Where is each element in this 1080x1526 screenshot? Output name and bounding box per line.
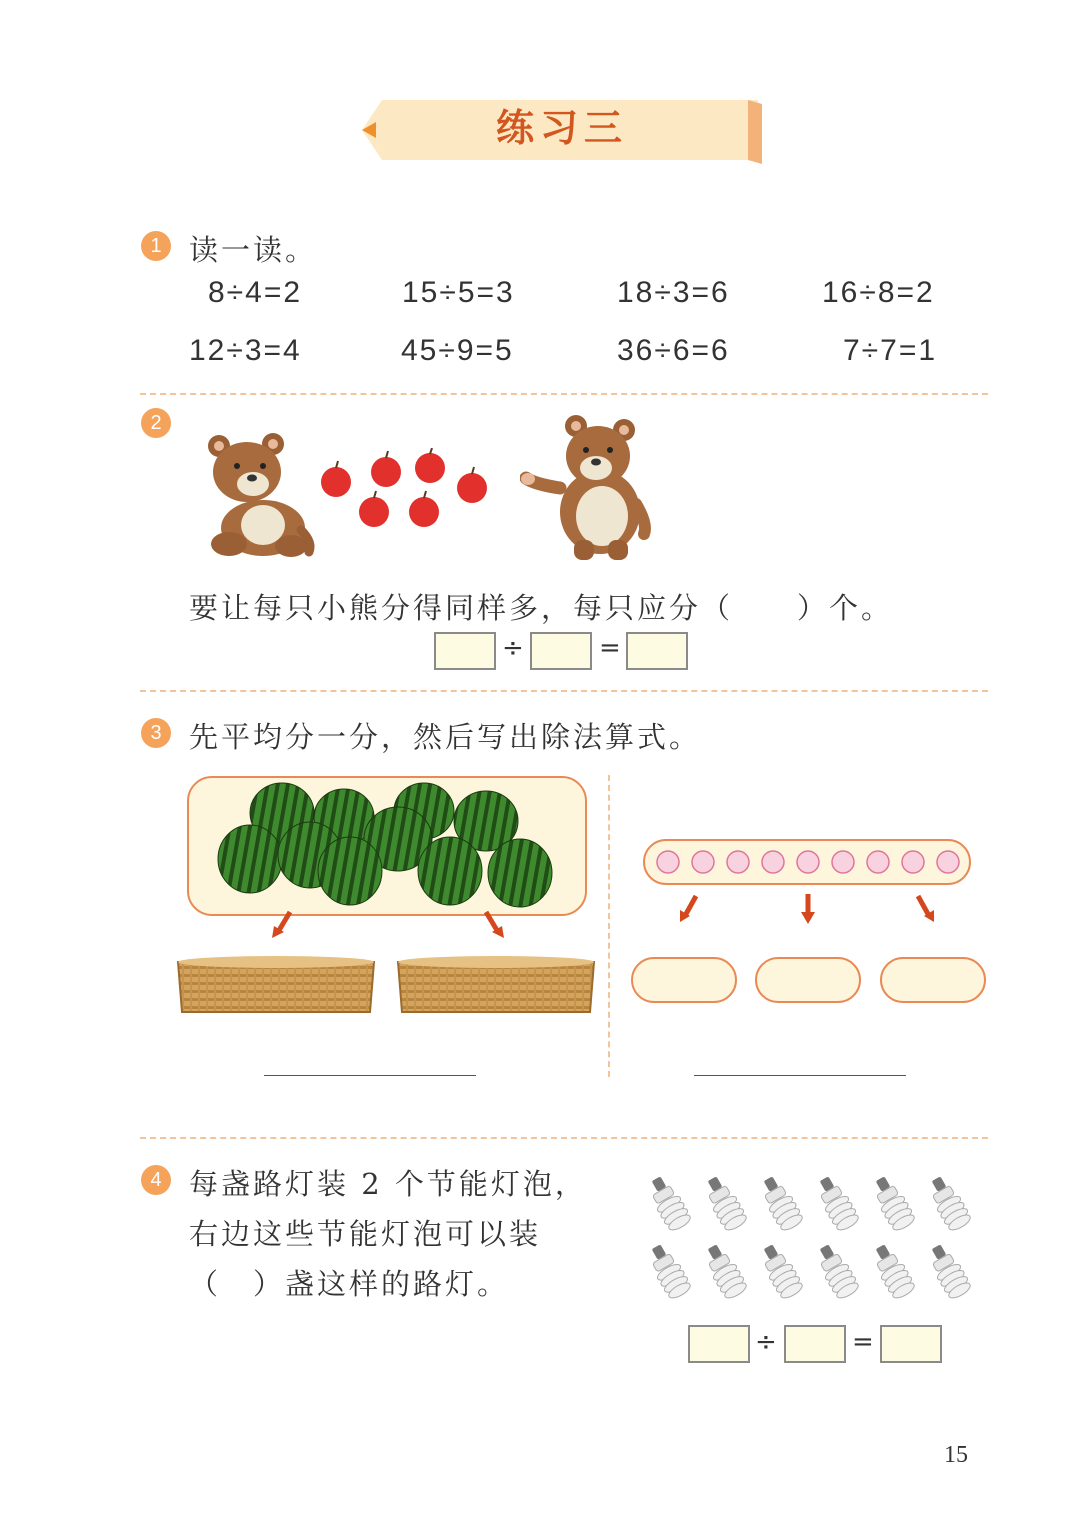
apples-illustration [318, 448, 494, 530]
division-sign: ÷ [502, 633, 524, 663]
standing-bear-illustration [520, 412, 655, 564]
question-number-1: 1 [141, 231, 171, 261]
watermelon-group-panel [186, 775, 588, 917]
answer-box-divisor[interactable] [784, 1325, 846, 1363]
answer-line-left[interactable] [264, 1075, 476, 1076]
circle-row-panel [642, 838, 974, 890]
equation: 36÷6=6 [617, 334, 730, 367]
question-number-4: 4 [141, 1165, 171, 1195]
q3-instruction: 先平均分一分，然后写出除法算式。 [189, 720, 702, 754]
answer-box-quotient[interactable] [626, 632, 688, 670]
q4-text-line: 每盏路灯装 2 个节能灯泡， [189, 1167, 587, 1201]
section-divider [140, 1137, 988, 1139]
page-title: 练习三 [495, 105, 628, 150]
equals-sign: = [599, 633, 621, 663]
q2-question-text: 要让每只小熊分得同样多，每只应分（ ）个。 [189, 591, 894, 625]
question-number-2: 2 [141, 408, 171, 438]
section-divider [140, 690, 988, 692]
sitting-bear-illustration [205, 430, 317, 560]
q1-instruction: 读一读。 [189, 233, 318, 267]
q4-text-line: （ ）盏这样的路灯。 [189, 1267, 510, 1301]
equation: 45÷9=5 [401, 334, 514, 367]
page-number: 15 [944, 1442, 968, 1468]
column-divider [608, 775, 610, 1077]
answer-box-dividend[interactable] [688, 1325, 750, 1363]
group-containers [630, 956, 988, 1006]
answer-box-divisor[interactable] [530, 632, 592, 670]
section-divider [140, 393, 988, 395]
q4-text-line: 右边这些节能灯泡可以装 [189, 1217, 542, 1251]
equation: 8÷4=2 [208, 276, 303, 309]
equation: 16÷8=2 [822, 276, 935, 309]
split-arrows [674, 892, 940, 926]
division-sign: ÷ [755, 1327, 777, 1357]
light-bulbs-illustration [648, 1172, 980, 1306]
question-number-3: 3 [141, 718, 171, 748]
answer-line-right[interactable] [694, 1075, 906, 1076]
equation: 18÷3=6 [617, 276, 730, 309]
equals-sign: = [852, 1327, 874, 1357]
equation: 15÷5=3 [402, 276, 515, 309]
answer-box-quotient[interactable] [880, 1325, 942, 1363]
split-arrows [266, 908, 512, 942]
answer-box-dividend[interactable] [434, 632, 496, 670]
equation: 12÷3=4 [189, 334, 302, 367]
equation: 7÷7=1 [843, 334, 938, 367]
baskets-illustration [174, 950, 598, 1016]
